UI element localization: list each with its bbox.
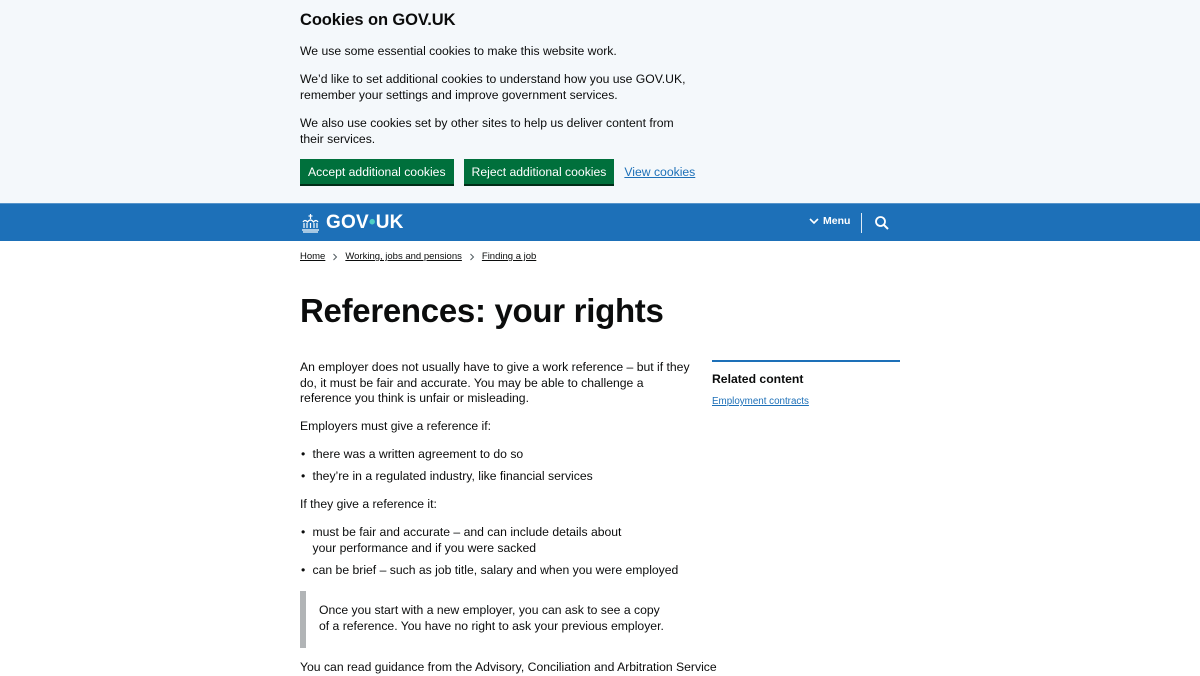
must-give-heading: Employers must give a reference if: — [300, 419, 492, 433]
search-icon — [874, 215, 890, 231]
intro-paragraph: An employer does not usually have to give a work reference – but if they do, it must be fair and accurate. You may be able to challenge a reference you think is unfair or misleading. — [300, 360, 690, 406]
govuk-logo-link[interactable] — [300, 212, 404, 234]
list-item: • they’re in a regulated industry, like financial services — [300, 469, 695, 485]
related-link-employment-contracts[interactable]: Employment contracts — [712, 396, 809, 407]
related-content — [712, 360, 900, 407]
page-title: References: your rights — [300, 292, 664, 329]
cookie-banner — [0, 0, 1200, 203]
header-divider — [861, 213, 862, 233]
must-give-list — [300, 447, 695, 491]
breadcrumb-home[interactable]: Home — [300, 251, 326, 262]
chevron-down-icon — [809, 218, 819, 225]
if-give-heading: If they give a reference it: — [300, 497, 437, 511]
logo-dot: • — [368, 212, 376, 233]
breadcrumb — [300, 251, 536, 262]
cookie-actions — [300, 159, 695, 184]
logo-text-uk: UK — [375, 212, 404, 233]
logo-text-gov: GOV — [326, 212, 369, 233]
cookie-banner-text: We’d like to set additional cookies to understand how you use GOV.UK, remember your settings and improve government services. — [300, 72, 686, 102]
list-item: • there was a written agreement to do so — [300, 447, 695, 463]
cookie-banner-text: We also use cookies set by other sites to help us deliver content from their services. — [300, 116, 674, 146]
related-content-title: Related content — [712, 372, 804, 386]
accept-cookies-button[interactable]: Accept additional cookies — [300, 159, 454, 184]
list-item: • can be brief – such as job title, salary and when you were employed — [300, 563, 695, 579]
list-item: • must be fair and accurate – and can include details about your performance and if you were sacked — [300, 525, 630, 556]
breadcrumb-working-jobs-pensions[interactable]: Working, jobs and pensions — [345, 251, 462, 262]
breadcrumb-finding-a-job[interactable]: Finding a job — [481, 251, 537, 262]
chevron-right-icon — [469, 253, 475, 261]
menu-label: Menu — [823, 215, 851, 227]
search-button[interactable] — [874, 215, 890, 231]
inset-text — [300, 591, 695, 648]
cookie-banner-title: Cookies on GOV.UK — [300, 11, 456, 29]
site-header — [0, 203, 1200, 241]
chevron-right-icon — [332, 253, 338, 261]
if-give-list — [300, 525, 695, 585]
crown-icon — [300, 213, 321, 233]
guidance-paragraph: You can read guidance from the Advisory, Conciliation and Arbitration Service — [300, 660, 717, 674]
cookie-banner-text: We use some essential cookies to make this website work. — [300, 44, 617, 58]
reject-cookies-button[interactable]: Reject additional cookies — [464, 159, 615, 184]
menu-button[interactable] — [809, 215, 850, 227]
inset-paragraph: Once you start with a new employer, you can ask to see a copy of a reference. You have no right to ask your previous employer. — [319, 603, 664, 633]
view-cookies-link[interactable]: View cookies — [624, 164, 696, 179]
